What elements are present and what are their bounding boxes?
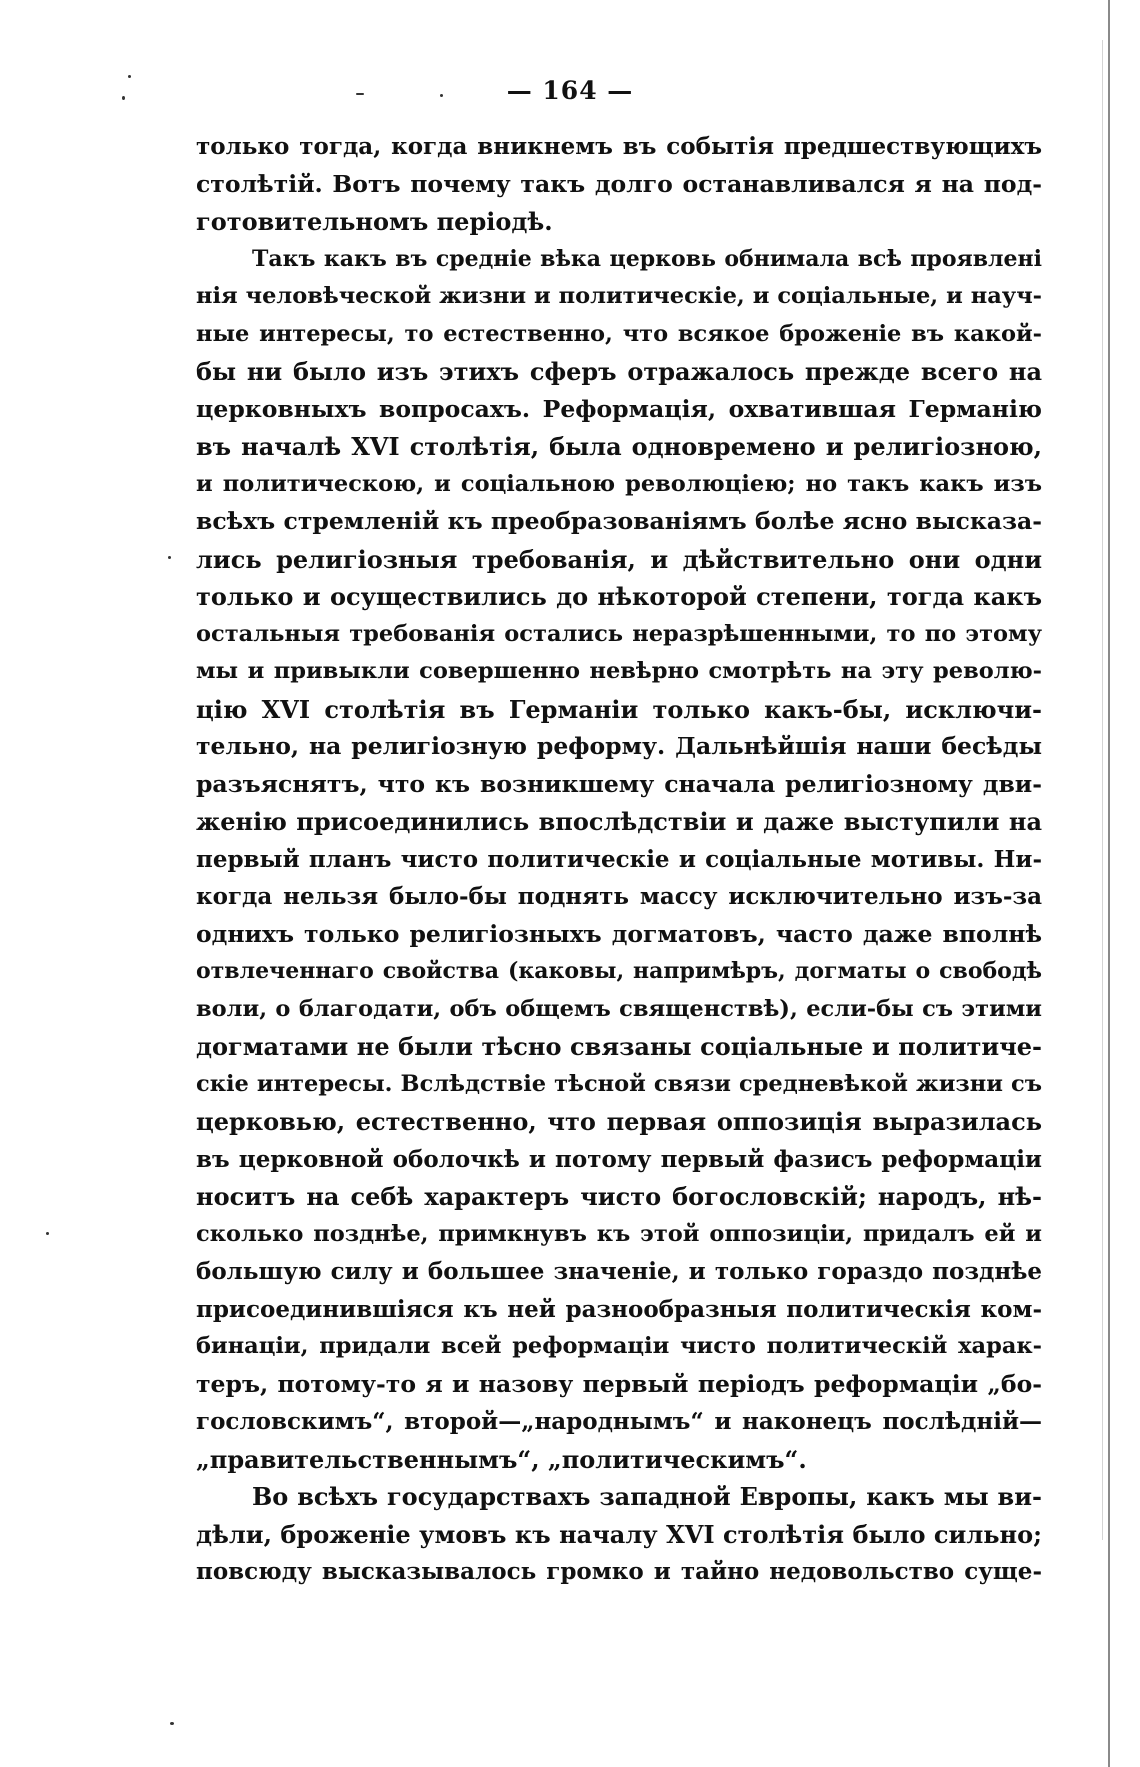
text-line: однихъ только религіозныхъ догматовъ, часто даже вполнѣ bbox=[196, 919, 1042, 948]
text-line: только тогда, когда вникнемъ въ событія предшествующихъ bbox=[196, 133, 1042, 160]
page-number: — 164 — bbox=[506, 76, 634, 105]
paragraph bbox=[196, 241, 1042, 1479]
text-line: большую силу и большее значеніе, и только гораздо позднѣе bbox=[196, 1258, 1042, 1285]
text-line: разъяснятъ, что къ возникшему сначала религіозному дви- bbox=[196, 769, 1042, 798]
body-text bbox=[196, 128, 1042, 1591]
text-line: мы и привыкли совершенно невѣрно смотрѣть на эту револю- bbox=[196, 658, 1042, 684]
text-line: только и осуществились до нѣкоторой степени, тогда какъ bbox=[196, 582, 1042, 611]
text-line: лись религіозныя требованія, и дѣйствительно они одни bbox=[196, 544, 1042, 574]
text-line: сколько позднѣе, примкнувъ къ этой оппозиціи, придалъ ей и bbox=[196, 1220, 1042, 1247]
text-line: цію XVI столѣтія въ Германіи только какъ-бы, исключи- bbox=[196, 694, 1042, 724]
text-line: догматами не были тѣсно связаны соціальные и политиче- bbox=[196, 1032, 1042, 1061]
text-line: теръ, потому-то я и назову первый періодъ реформаціи „бо- bbox=[196, 1369, 1042, 1398]
text-line: присоединившіяся къ ней разнообразныя политическія ком- bbox=[196, 1295, 1042, 1323]
page-edge-shadow bbox=[1108, 0, 1110, 1767]
print-speck bbox=[170, 1722, 174, 1725]
text-line: и политическою, и соціальною революціею; но такъ какъ изъ bbox=[196, 470, 1042, 497]
text-line: готовительномъ періодѣ. bbox=[196, 207, 553, 236]
text-line: „правительственнымъ“, „политическимъ“. bbox=[196, 1444, 807, 1474]
text-line: въ началѣ XVI столѣтія, была одновремено и религіозною, bbox=[196, 432, 1042, 461]
text-line: воли, о благодати, объ общемъ священствѣ), если-бы съ этими bbox=[196, 995, 1042, 1022]
page-edge-shadow-inner bbox=[1102, 40, 1103, 1540]
text-line: Во всѣхъ государствахъ западной Европы, какъ мы ви- bbox=[252, 1482, 1042, 1511]
text-line: тельно, на религіозную реформу. Дальнѣйшія наши бесѣды bbox=[196, 732, 1042, 760]
text-line: всѣхъ стремленій къ преобразованіямъ болѣе ясно высказа- bbox=[196, 507, 1042, 535]
text-line: первый планъ чисто политическіе и соціальные мотивы. Ни- bbox=[196, 845, 1042, 873]
text-line: остальныя требованія остались неразрѣшенными, то по этому bbox=[196, 620, 1042, 647]
text-line: повсюду высказывалось громко и тайно недовольство суще- bbox=[196, 1558, 1042, 1585]
print-speck bbox=[46, 1232, 49, 1235]
text-line: церковныхъ вопросахъ. Реформація, охватившая Германію bbox=[196, 394, 1042, 423]
text-line: отвлеченнаго свойства (каковы, напримѣръ, догматы о свободѣ bbox=[196, 958, 1042, 984]
text-line: женію присоединились впослѣдствіи и даже выступили на bbox=[196, 807, 1042, 836]
text-line: бинаціи, придали всей реформаціи чисто политическій харак- bbox=[196, 1333, 1042, 1359]
text-line: въ церковной оболочкѣ и потому первый фазисъ реформаціи bbox=[196, 1145, 1042, 1173]
text-line: носитъ на себѣ характеръ чисто богословскій; народъ, нѣ- bbox=[196, 1182, 1042, 1211]
paragraph bbox=[196, 128, 1042, 241]
text-line: нія человѣческой жизни и политическіе, и соціальные, и науч- bbox=[196, 283, 1042, 309]
text-line: когда нельзя было-бы поднять массу исключительно изъ-за bbox=[196, 883, 1042, 910]
text-line: дѣли, броженіе умовъ къ началу XVI столѣтія было сильно; bbox=[196, 1519, 1042, 1549]
text-line: скіе интересы. Вслѣдствіе тѣсной связи средневѣкой жизни съ bbox=[196, 1070, 1042, 1097]
text-line: бы ни было изъ этихъ сферъ отражалось прежде всего на bbox=[196, 357, 1042, 386]
text-line: Такъ какъ въ средніе вѣка церковь обнимала всѣ проявлені bbox=[252, 245, 1042, 272]
text-line: гословскимъ“, второй—„народнымъ“ и наконецъ послѣдній— bbox=[196, 1408, 1042, 1435]
text-line: церковью, естественно, что первая оппозиція выразилась bbox=[196, 1107, 1042, 1136]
paragraph bbox=[196, 1478, 1042, 1591]
text-line: столѣтій. Вотъ почему такъ долго останавливался я на под- bbox=[196, 169, 1042, 198]
print-speck bbox=[168, 556, 171, 559]
text-line: ные интересы, то естественно, что всякое броженіе въ какой- bbox=[196, 320, 1042, 347]
